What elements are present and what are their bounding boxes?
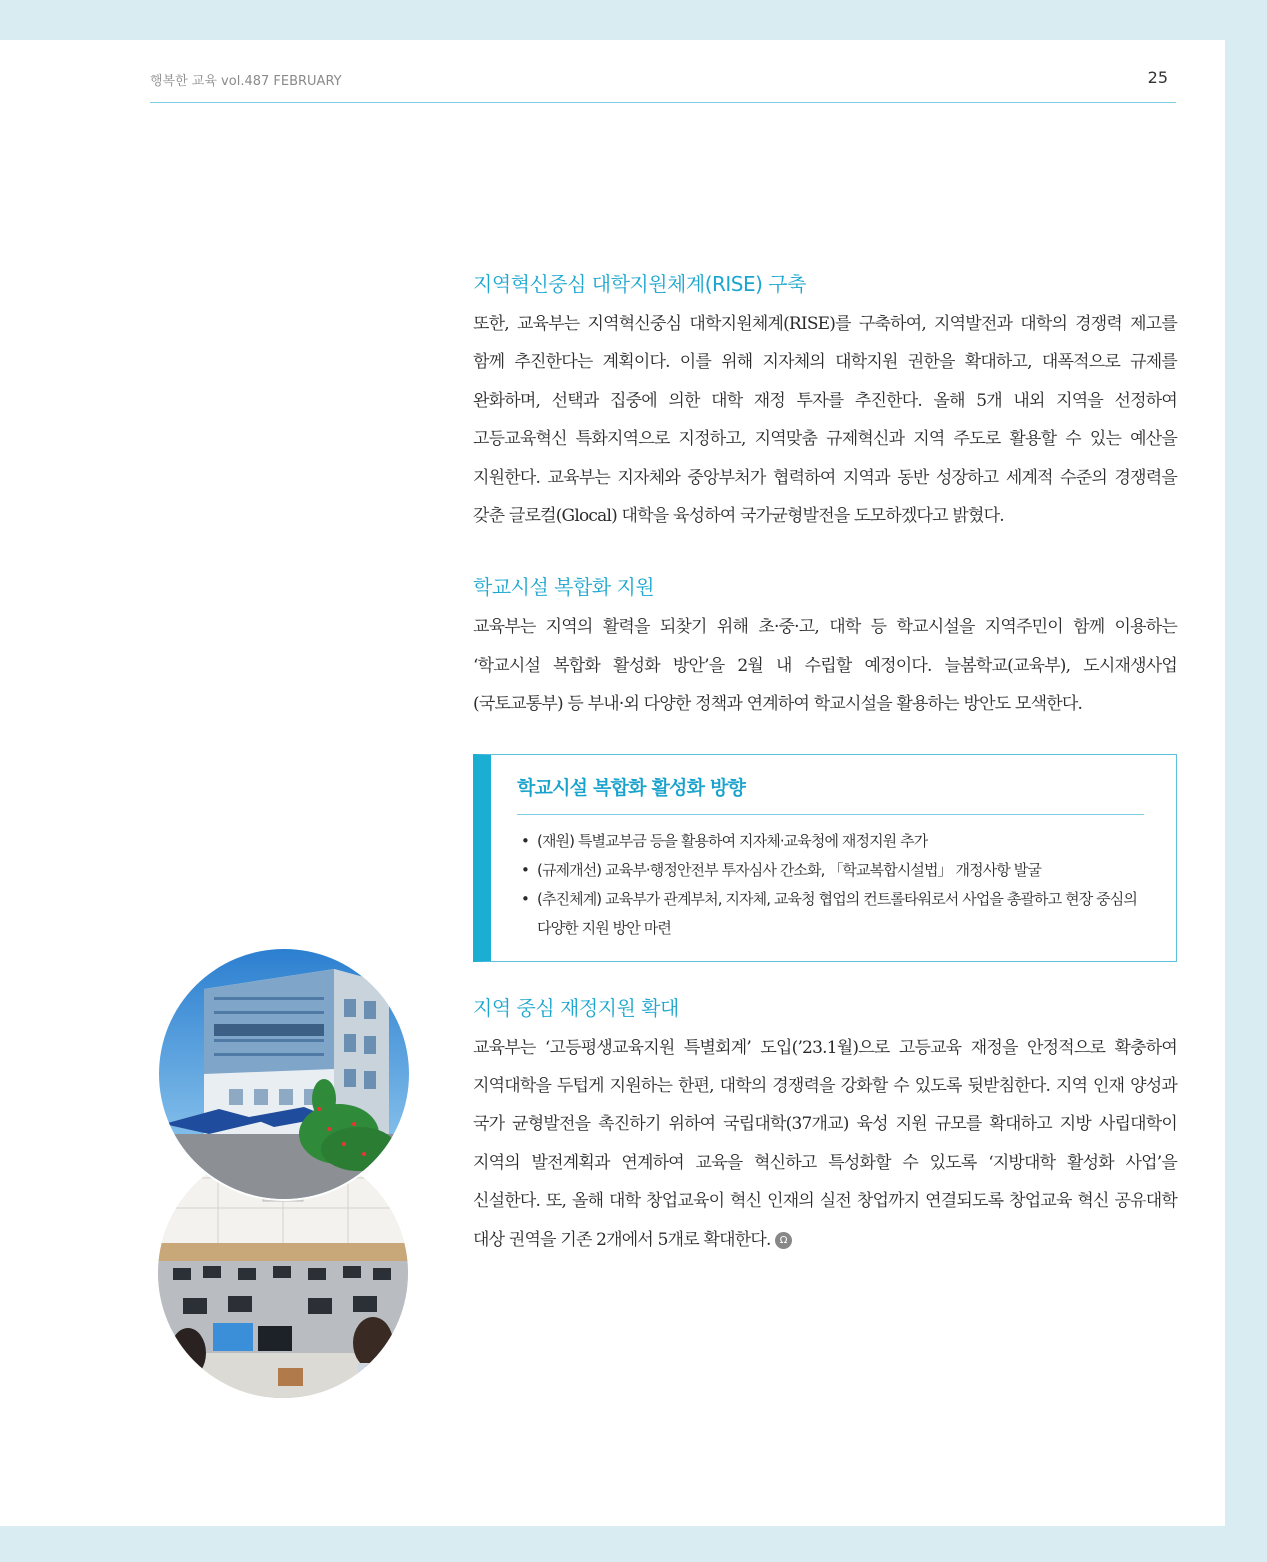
magazine-title: 행복한 교육 vol.487 FEBRUARY (150, 74, 342, 89)
end-mark-icon: Ω (775, 1232, 792, 1249)
section-rise (473, 268, 1177, 535)
section-heading: 지역혁신중심 대학지원체계(RISE) 구축 (473, 272, 806, 296)
section-body (473, 1029, 1177, 1259)
list-item (517, 827, 1144, 856)
article-content (473, 268, 1177, 1295)
section-body: 교육부는 지역의 활력을 되찾기 위해 초·중·고, 대학 등 학교시설을 지역주민이 함께 이용하는 ‘학교시설 복합화 활성화 방안’을 2월 내 수립할 예정이다. 늘봄학교(교육부), 도시재생사업(국토교통부) 등 부내·외 다양한 정책과 연계하여 학교시설을 활용하는 방안도 모색한다. (473, 617, 1177, 715)
list-item-text: (추진체계) 교육부가 관계부처, 지자체, 교육청 협업의 컨트롤타워로서 사업을 총괄하고 현장 중심의 다양한 지원 방안 마련 (537, 889, 1137, 937)
info-box-list (517, 827, 1144, 943)
building-photo (157, 947, 411, 1201)
section-school-facility (473, 571, 1177, 723)
section-heading: 학교시설 복합화 지원 (473, 575, 655, 600)
info-box (473, 754, 1177, 962)
page-number: 25 (1147, 68, 1168, 87)
section-body: 또한, 교육부는 지역혁신중심 대학지원체계(RISE)를 구축하여, 지역발전과 대학의 경쟁력 제고를 함께 추진한다는 계획이다. 이를 위해 지자체의 대학지원 권한을 확대하고, 대폭적으로 규제를 완화하며, 선택과 집중에 의한 대학 재정 투자를 추진한다. 올해 5개 내외 지역을 선정하여 고등교육혁신 특화지역으로 지정하고, 지역맞춤 규제혁신과 지역 주도로 활용할 수 있는 예산을 지원한다. 교육부는 지자체와 중앙부처가 협력하여 지역과 동반 성장하고 세계적 수준의 경쟁력을 갖춘 글로컬(Glocal) 대학을 육성하여 국가균형발전을 도모하겠다고 밝혔다. (473, 314, 1177, 527)
list-item (517, 856, 1144, 885)
section-heading: 지역 중심 재정지원 확대 (473, 995, 679, 1020)
bullet: • (521, 889, 529, 908)
building-illustration (159, 949, 409, 1199)
bullet: • (521, 831, 529, 850)
list-item-text: (규제개선) 교육부·행정안전부 투자심사 간소화, 「학교복합시설법」 개정사항 발굴 (537, 860, 1041, 879)
bullet: • (521, 860, 529, 879)
list-item-text: (재원) 특별교부금 등을 활용하여 지자체·교육청에 재정지원 추가 (537, 831, 928, 850)
section-body-text: 교육부는 ‘고등평생교육지원 특별회계’ 도입(’23.1월)으로 고등교육 재정을 안정적으로 확충하여 지역대학을 두텁게 지원하는 한편, 대학의 경쟁력을 강화할 수 있도록 뒷받침한다. 지역 인재 양성과 국가 균형발전을 촉진하기 위하여 국립대학(37개교) 육성 지원 규모를 확대하고 지방 사립대학이 지역의 발전계획과 연계하여 교육을 혁신하고 특성화할 수 있도록 ‘지방대학 활성화 사업’을 신설한다. 또, 올해 대학 창업교육이 혁신 인재의 실전 창업까지 연결되도록 창업교육 혁신 공유대학 대상 권역을 기존 2개에서 5개로 확대한다. (473, 1037, 1177, 1250)
page-header (150, 68, 1176, 103)
section-finance (473, 992, 1177, 1259)
list-item (517, 885, 1144, 943)
info-box-title: 학교시설 복합화 활성화 방향 (517, 773, 1144, 815)
